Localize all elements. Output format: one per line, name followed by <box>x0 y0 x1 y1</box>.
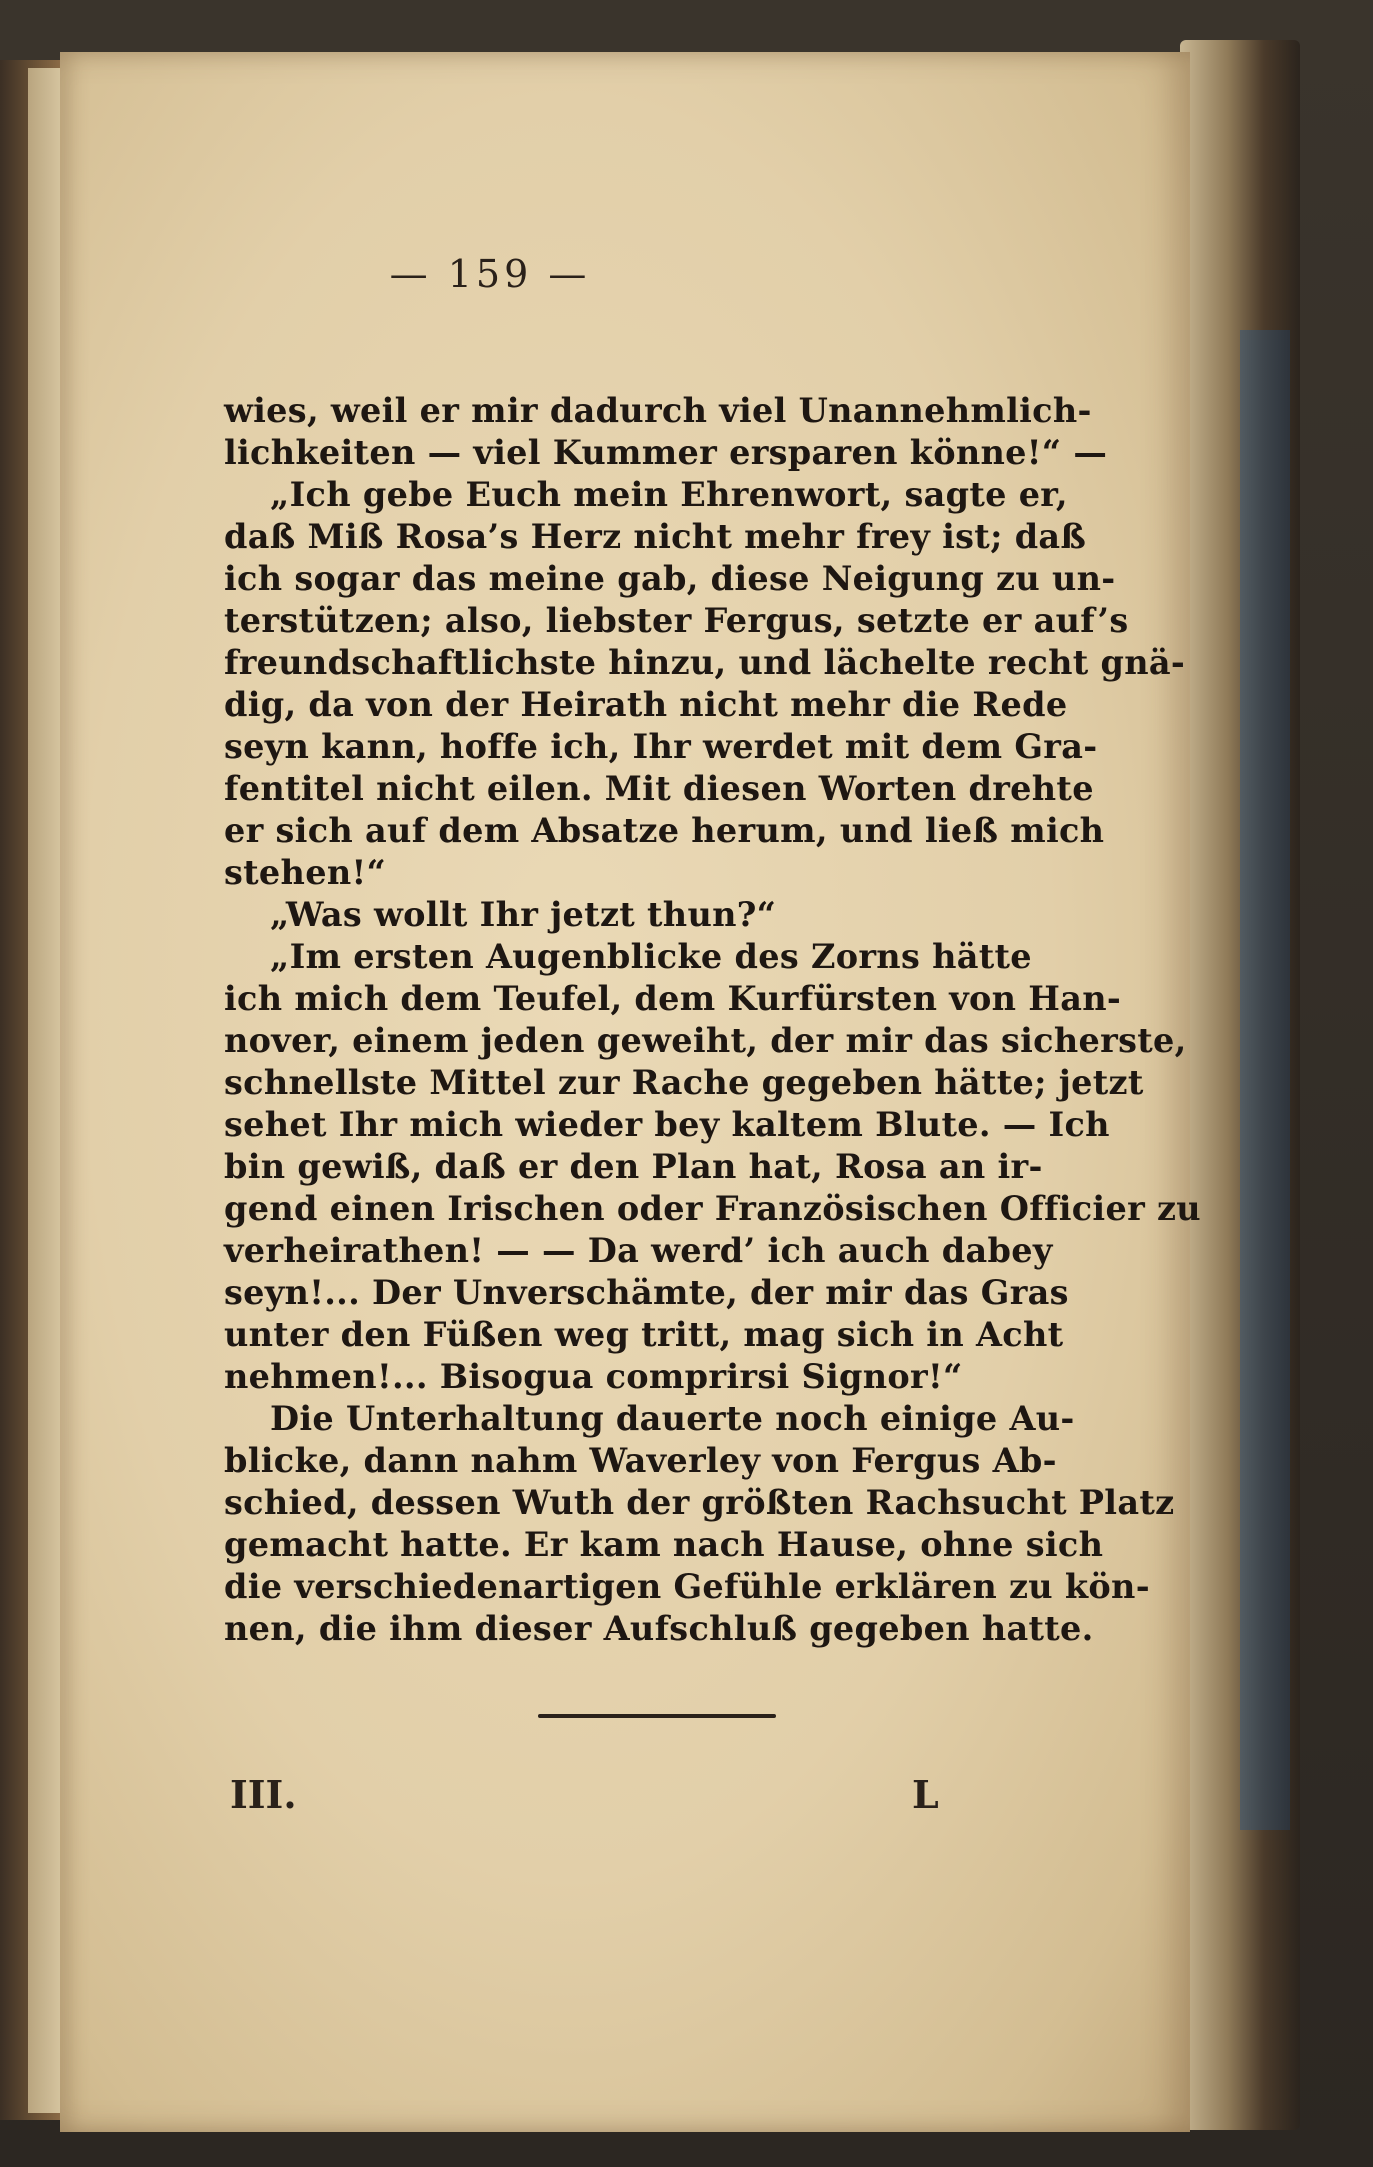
text-line: „Ich gebe Euch mein Ehrenwort, sagte er, <box>270 475 1068 514</box>
text-line: terstützen; also, liebster Fergus, setzte er auf’s <box>224 601 1129 640</box>
text-line: schied, dessen Wuth der größten Rachsucht Platz <box>224 1483 1175 1522</box>
page-number: — 159 — <box>389 252 591 296</box>
text-line: seyn!... Der Unverschämte, der mir das Gras <box>224 1273 1069 1312</box>
text-line: ich mich dem Teufel, dem Kurfürsten von Han- <box>224 979 1122 1018</box>
text-line: „Was wollt Ihr jetzt thun?“ <box>270 895 777 934</box>
text-line: schnellste Mittel zur Rache gegeben hätte; jetzt <box>224 1063 1144 1102</box>
catchword: L <box>912 1772 939 1817</box>
text-line: freundschaftlichste hinzu, und lächelte recht gnä- <box>224 643 1186 682</box>
text-line: verheirathen! — — Da werd’ ich auch dabey <box>224 1231 1053 1270</box>
text-line: nen, die ihm dieser Aufschluß gegeben hatte. <box>224 1609 1094 1648</box>
text-line: fentitel nicht eilen. Mit diesen Worten drehte <box>224 769 1094 808</box>
text-line: lichkeiten — viel Kummer ersparen könne!“ — <box>224 433 1108 472</box>
book-page <box>60 52 1201 2132</box>
text-line: bin gewiß, daß er den Plan hat, Rosa an ir- <box>224 1147 1043 1186</box>
text-line: daß Miß Rosa’s Herz nicht mehr frey ist; daß <box>224 517 1087 556</box>
text-line: sehet Ihr mich wieder bey kaltem Blute. — Ich <box>224 1105 1110 1144</box>
text-line: dig, da von der Heirath nicht mehr die Rede <box>224 685 1068 724</box>
text-line: nehmen!... Bisogua comprirsi Signor!“ <box>224 1357 963 1396</box>
text-line: gend einen Irischen oder Französischen Officier zu <box>224 1189 1201 1228</box>
text-line: „Im ersten Augenblicke des Zorns hätte <box>270 937 1032 976</box>
text-line: ich sogar das meine gab, diese Neigung zu un- <box>224 559 1116 598</box>
text-line: wies, weil er mir dadurch viel Unannehmlich- <box>224 391 1092 430</box>
text-line: Die Unterhaltung dauerte noch einige Au- <box>270 1399 1075 1438</box>
signature-mark: III. <box>230 1772 297 1817</box>
end-rule <box>538 1714 776 1718</box>
text-line: seyn kann, hoffe ich, Ihr werdet mit dem Gra- <box>224 727 1098 766</box>
text-line: unter den Füßen weg tritt, mag sich in Acht <box>224 1315 1064 1354</box>
text-line: blicke, dann nahm Waverley von Fergus Ab- <box>224 1441 1057 1480</box>
text-line: nover, einem jeden geweiht, der mir das sicherste, <box>224 1021 1187 1060</box>
text-line: die verschiedenartigen Gefühle erklären zu kön- <box>224 1567 1150 1606</box>
text-line: gemacht hatte. Er kam nach Hause, ohne sich <box>224 1525 1104 1564</box>
book-spine <box>1240 330 1290 1830</box>
text-line: er sich auf dem Absatze herum, und ließ mich <box>224 811 1105 850</box>
text-line: stehen!“ <box>224 853 387 892</box>
